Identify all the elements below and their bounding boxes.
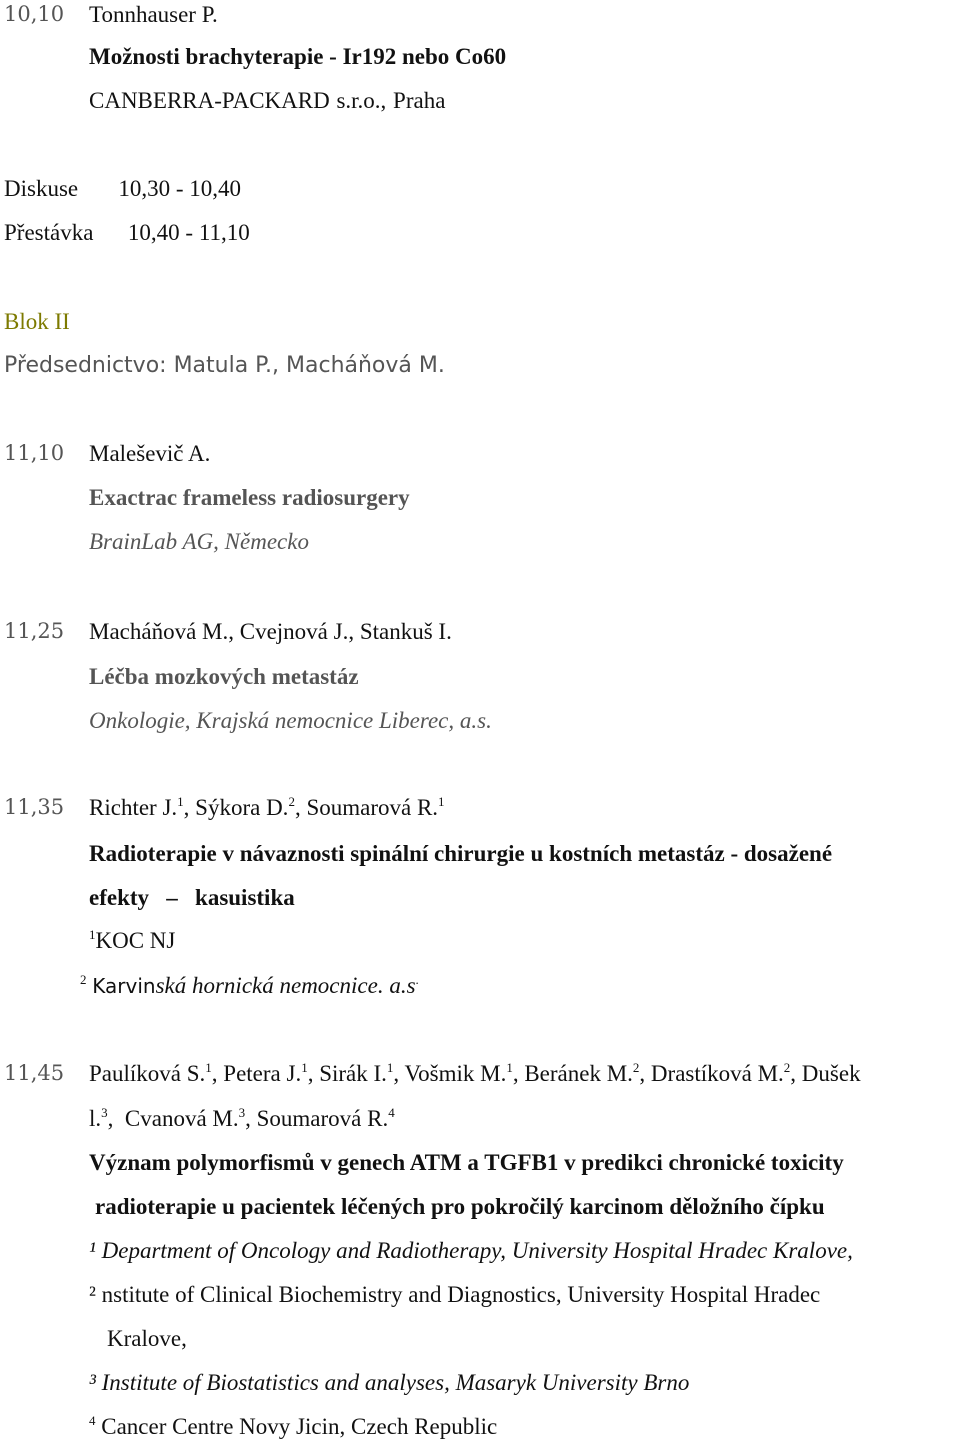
authors: Tonnhauser P. bbox=[89, 2, 218, 27]
affiliation-4: $^4$ Cancer Centre Novy Jicin, Czech Republic bbox=[89, 1413, 498, 1439]
affiliation-2: ² nstitute of Clinical Biochemistry and Diagnostics, University Hospital Hradec bbox=[89, 1282, 821, 1307]
authors: Richter J.$^1$, Sýkora D.$^2$, Soumarová R.$^1$ bbox=[89, 794, 445, 820]
affiliation-2-cont: Kralove, bbox=[107, 1326, 187, 1351]
time-10-10: 10,10 bbox=[4, 2, 65, 26]
talk-title-line-2: radioterapie u pacientek léčených pro pokročilý karcinom děložního čípku bbox=[95, 1194, 825, 1219]
talk-title: Možnosti brachyterapie - Ir192 nebo Co60 bbox=[89, 44, 507, 69]
pause-slot: Přestávka 10,40 - 11,10 bbox=[4, 220, 250, 245]
time-11-45: 11,45 bbox=[4, 1061, 65, 1085]
discussion-slot: Diskuse 10,30 - 10,40 bbox=[4, 176, 242, 201]
authors-line-1: Paulíková S.$^1$, Petera J.$^1$, Sirák I.$^1$, Vošmik M.$^1$, Beránek M.$^2$, Drastíková M.$^2$, Dušek bbox=[89, 1060, 861, 1086]
chair-line: Předsednictvo: Matula P., Macháňová M. bbox=[4, 353, 445, 378]
talk-title: Exactrac frameless radiosurgery bbox=[89, 485, 410, 510]
time-11-10: 11,10 bbox=[4, 441, 65, 465]
talk-title-line-1: Význam polymorfismů v genech ATM a TGFB1 v predikci chronické toxicity bbox=[89, 1150, 844, 1175]
talk-title-line-2: efekty – kasuistika bbox=[89, 885, 295, 910]
affiliation: BrainLab AG, Německo bbox=[89, 529, 309, 554]
affiliation-2: $^2$ Karvinská hornická nemocnice. a.s. bbox=[80, 972, 419, 998]
authors-line-2: l.$^3$, Cvanová M.$^3$, Soumarová R.$^4$ bbox=[89, 1105, 395, 1131]
talk-title: Léčba mozkových metastáz bbox=[89, 664, 359, 689]
authors: Macháňová M., Cvejnová J., Stankuš I. bbox=[89, 619, 452, 644]
affiliation-3: ³ Institute of Biostatistics and analyses, Masaryk University Brno bbox=[89, 1370, 690, 1395]
affiliation-1: $^1$KOC NJ bbox=[89, 927, 176, 953]
authors: Maleševič A. bbox=[89, 441, 211, 466]
affiliation-1: ¹ Department of Oncology and Radiotherapy, University Hospital Hradec Kralove, bbox=[89, 1238, 853, 1263]
affiliation: Onkologie, Krajská nemocnice Liberec, a.s. bbox=[89, 708, 492, 733]
affiliation: CANBERRA-PACKARD s.r.o., Praha bbox=[89, 88, 446, 113]
talk-title-line-1: Radioterapie v návaznosti spinální chirurgie u kostních metastáz - dosažené bbox=[89, 841, 833, 866]
time-11-25: 11,25 bbox=[4, 619, 65, 643]
time-11-35: 11,35 bbox=[4, 795, 65, 819]
block-title: Blok II bbox=[4, 309, 70, 334]
